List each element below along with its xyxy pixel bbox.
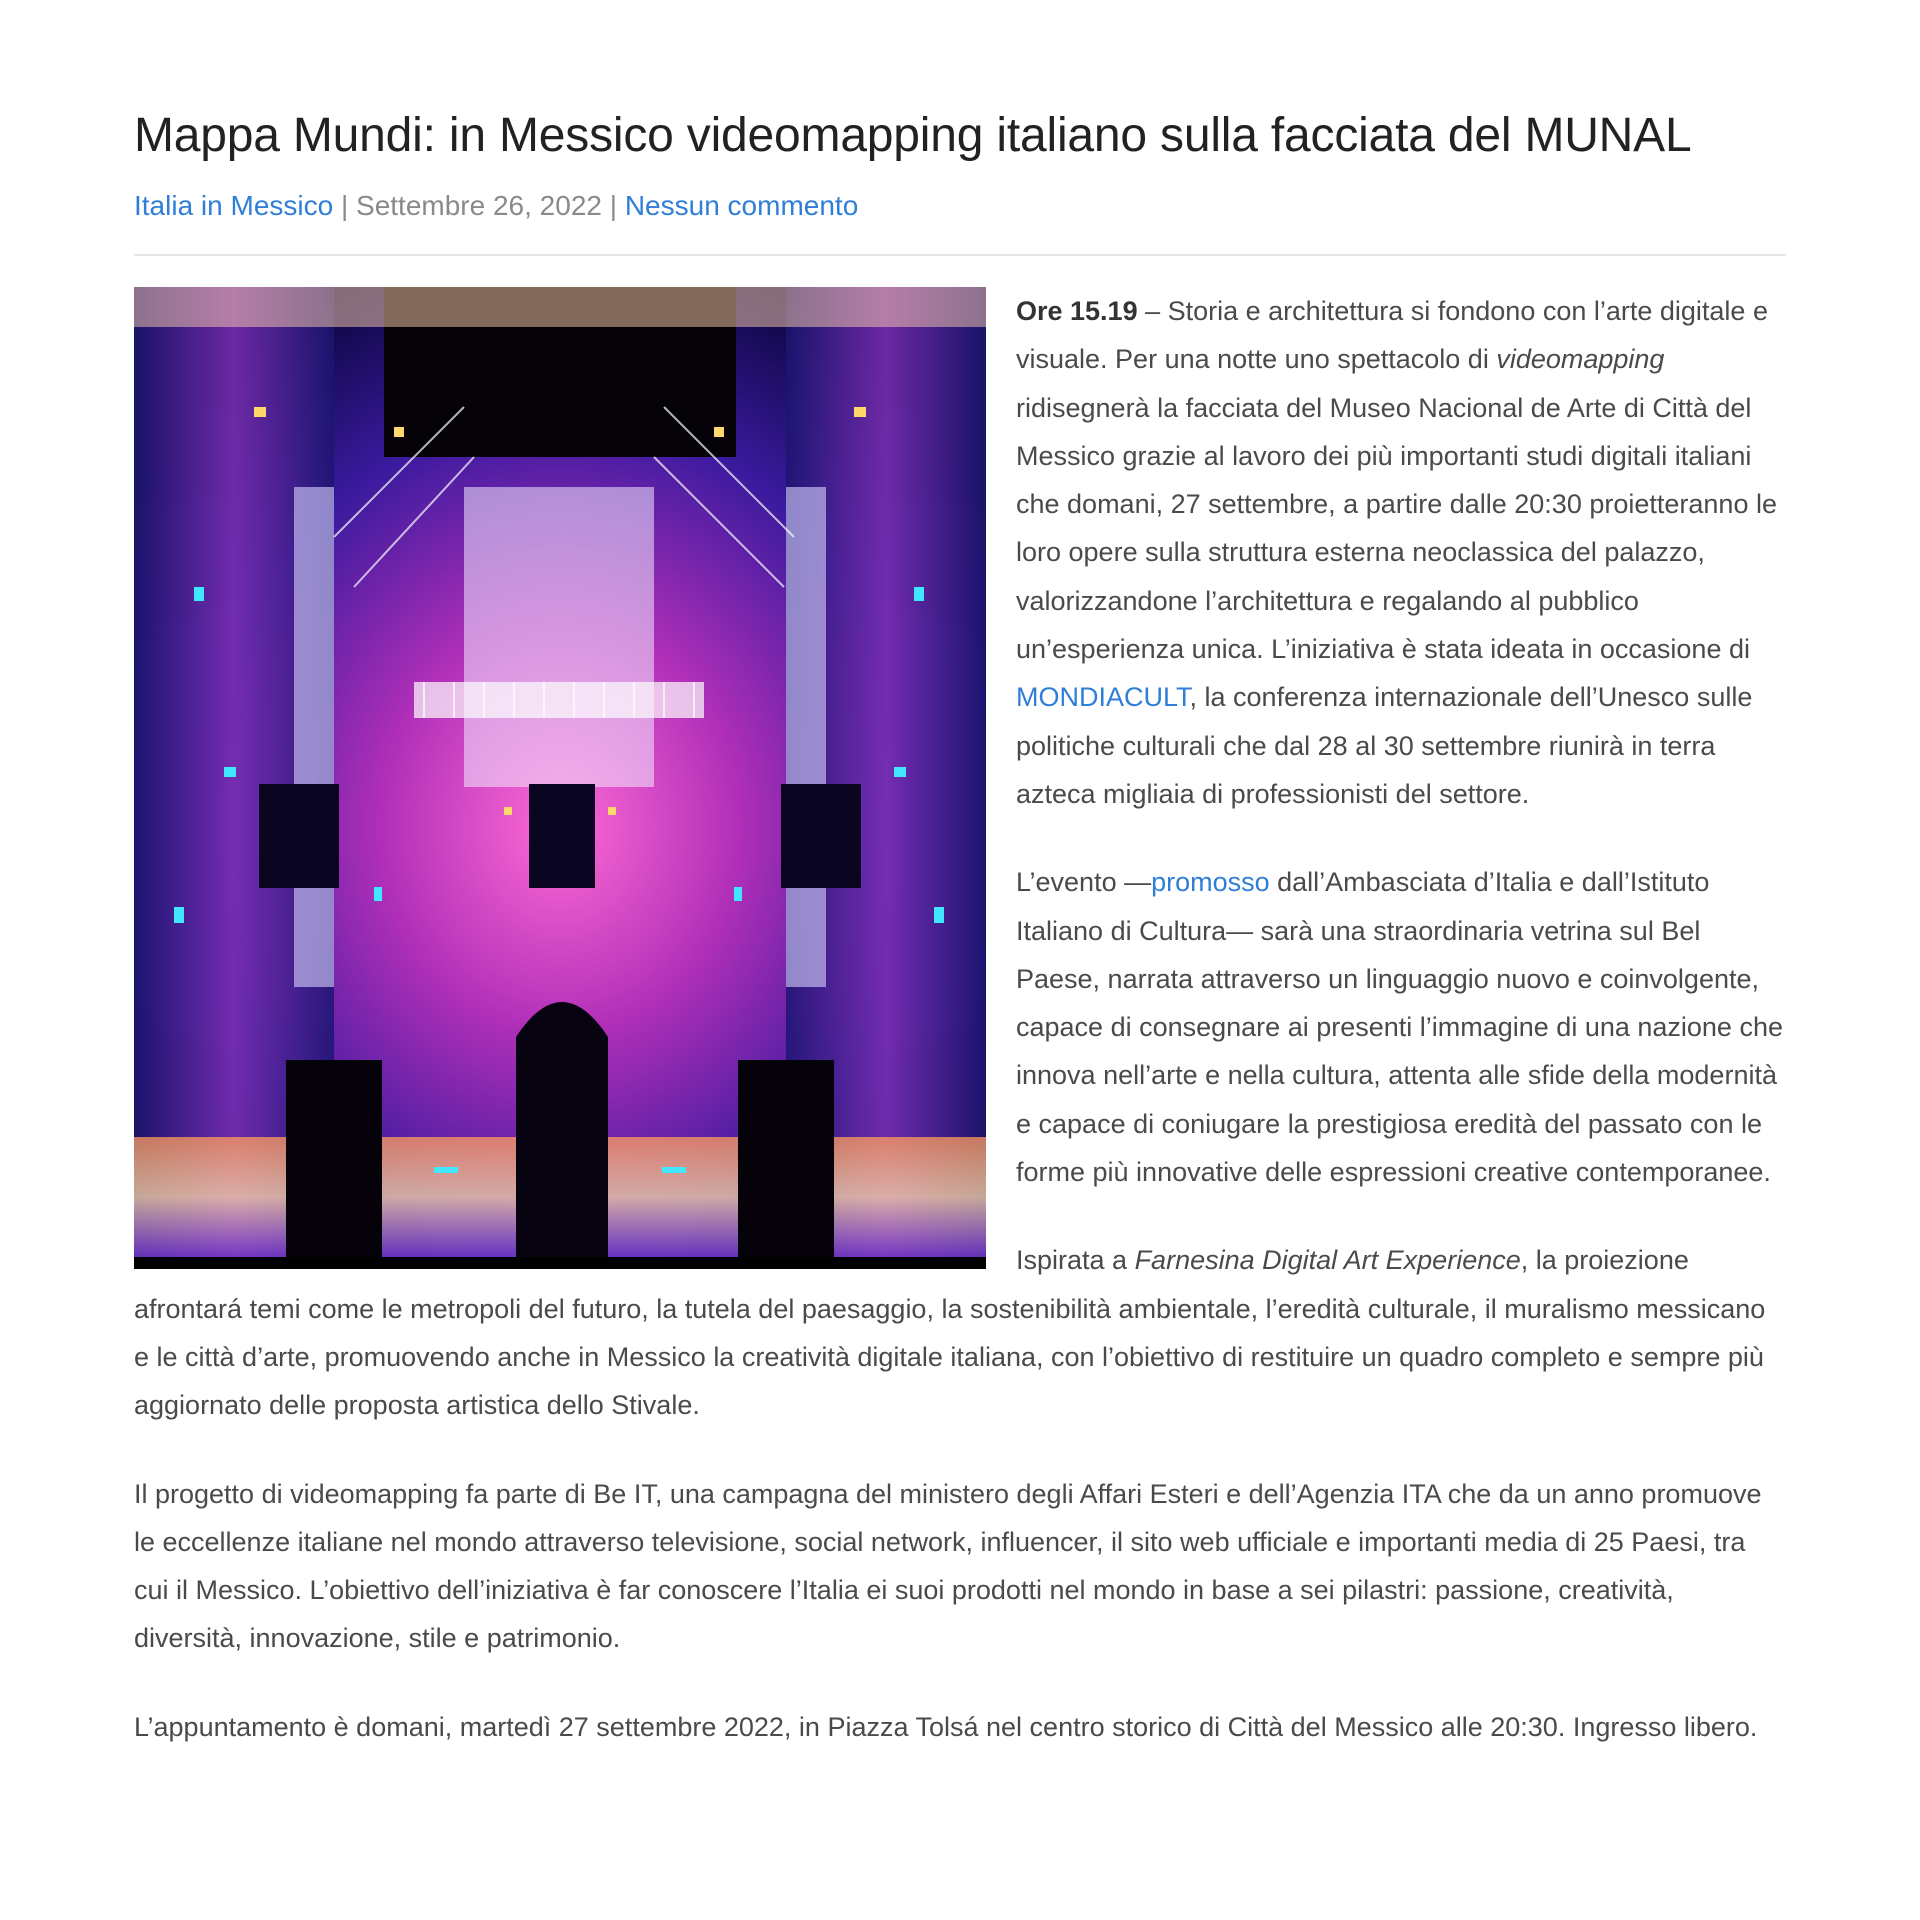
italic-term: videomapping (1496, 344, 1665, 375)
header-divider (134, 254, 1786, 256)
videomapping-facade-image (134, 287, 986, 1269)
article-body (134, 287, 1786, 1791)
article-title: Mappa Mundi: in Messico videomapping italiano sulla facciata del MUNAL (134, 109, 1692, 162)
time-label: Ore 15.19 (1016, 296, 1138, 326)
paragraph-text: L’evento — (1016, 867, 1152, 898)
promosso-link[interactable]: promosso (1151, 867, 1270, 898)
paragraph-text: , la conferenza internazionale dell’Unesco sulle politiche culturali che dal 28 al 30 settembre riunirà in terra azteca migliaia di professionisti del settore. (1016, 682, 1753, 809)
mondiacult-link[interactable]: MONDIACULT (1016, 682, 1190, 713)
article-meta (134, 190, 858, 222)
italic-term: Farnesina Digital Art Experience (1134, 1245, 1521, 1276)
paragraph-text: , la proiezione afrontará temi come le metropoli del futuro, la tutela del paesaggio, la sostenibilità ambientale, l’eredità culturale, il muralismo messicano e le città d’arte, promuovendo anche in Messico la creatività digitale italiana, con l’obiettivo di restituire un quadro completo e sempre più aggiornato delle proposta artistica dello Stivale. (134, 1245, 1766, 1421)
comments-link[interactable]: Nessun commento (624, 190, 859, 221)
paragraph-text: – Storia e architettura si fondono con l’arte digitale e visuale. Per una notte uno spettacolo di (1016, 296, 1768, 375)
category-link[interactable]: Italia in Messico (134, 190, 334, 221)
featured-image (134, 287, 986, 1269)
meta-separator: | (601, 190, 625, 221)
paragraph-text: dall’Ambasciata d’Italia e dall’Istituto Italiano di Cultura— sarà una straordinaria vetrina sul Bel Paese, narrata attraverso un linguaggio nuovo e coinvolgente, capace di consegnare ai presenti l’immagine di una nazione che innova nell’arte e nella cultura, attenta alle sfide della modernità e capace di coniugare la prestigiosa eredità del passato con le forme più innovative delle espressioni creative contemporanee. (1016, 867, 1783, 1188)
paragraph-text: Ispirata a (1016, 1245, 1135, 1276)
paragraph-text: ridisegnerà la facciata del Museo Nacional de Arte di Città del Messico grazie al lavoro dei più importanti studi digitali italiani che domani, 27 settembre, a partire dalle 20:30 proietteranno le loro opere sulla struttura esterna neoclassica del palazzo, valorizzandone l’architettura e regalando al pubblico un’esperienza unica. L’iniziativa è stata ideata in occasione di (1016, 392, 1777, 665)
meta-separator: | (333, 190, 357, 221)
paragraph-4: Il progetto di videomapping fa parte di Be IT, una campagna del ministero degli Affari Esteri e dell’Agenzia ITA che da un anno promuove le eccellenze italiane nel mondo attraverso televisione, social network, influencer, il sito web ufficiale e importanti media di 25 Paesi, tra cui il Messico. L’obiettivo dell’iniziativa è far conoscere l’Italia ei suoi prodotti nel mondo in base a sei pilastri: passione, creatività, diversità, innovazione, stile e patrimonio. (134, 1478, 1762, 1654)
paragraph-5: L’appuntamento è domani, martedì 27 settembre 2022, in Piazza Tolsá nel centro storico di Città del Messico alle 20:30. Ingresso libero. (134, 1711, 1758, 1742)
post-date: Settembre 26, 2022 (356, 190, 602, 221)
